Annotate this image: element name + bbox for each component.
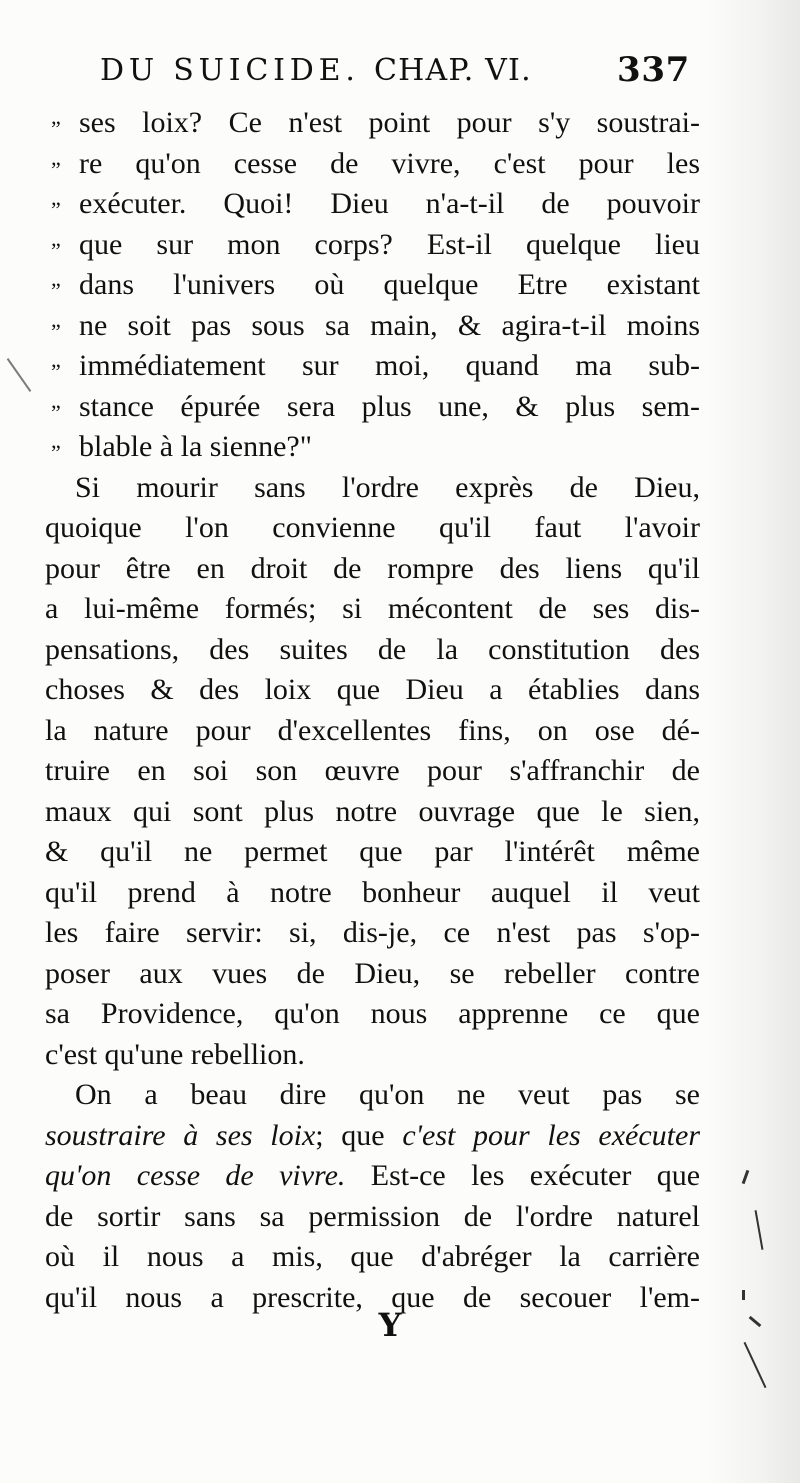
italic-segment: qu'on cesse de vivre. bbox=[45, 1159, 346, 1192]
text-line bbox=[45, 1156, 700, 1197]
running-title-text: DU SUICIDE. bbox=[100, 52, 360, 88]
text-line bbox=[45, 1075, 700, 1116]
margin-marks bbox=[740, 1170, 780, 1400]
text-line: „ ses loix? Ce n'est point pour s'y soustrai- bbox=[45, 103, 700, 144]
page-number: 337 bbox=[616, 50, 690, 90]
text-line: „ immédiatement sur moi, quand ma sub- bbox=[45, 346, 700, 387]
text-line: qu'il prend à notre bonheur auquel il veut bbox=[45, 875, 700, 909]
running-header bbox=[100, 40, 690, 100]
text-line: qu'il nous a prescrite, que de secouer l'em- bbox=[45, 1280, 700, 1314]
margin-mark bbox=[7, 358, 32, 392]
text-line: sa Providence, qu'on nous apprenne ce que bbox=[45, 997, 700, 1030]
text-line: poser aux vues de Dieu, se rebeller contre bbox=[45, 956, 700, 990]
text-line: pour être en droit de rompre des liens qu'il bbox=[45, 551, 700, 585]
text-segment: ; que bbox=[315, 1118, 385, 1152]
text-line: pensations, des suites de la constitution des bbox=[45, 632, 700, 666]
text-line: „ re qu'on cesse de vivre, c'est pour les bbox=[45, 144, 700, 185]
running-title bbox=[100, 53, 532, 88]
text-line: de sortir sans sa permission de l'ordre naturel bbox=[45, 1199, 700, 1233]
italic-segment: c'est pour les exécuter bbox=[402, 1118, 700, 1152]
text-line: „ ne soit pas sous sa main, & agira-t-il moins bbox=[45, 306, 700, 347]
text-line: truire en soi son œuvre pour s'affranchir de bbox=[45, 754, 700, 787]
text-line: „ blable à la sienne?" bbox=[45, 427, 700, 468]
text-line: „ que sur mon corps? Est-il quelque lieu bbox=[45, 225, 700, 266]
catchword: Y bbox=[378, 1306, 402, 1344]
text-line: Si mourir sans l'ordre exprès de Dieu, bbox=[75, 470, 700, 504]
text-segment: Est-ce les exécuter que bbox=[370, 1159, 700, 1192]
chapter-label: CHAP. VI. bbox=[374, 52, 532, 88]
text-segment: On a beau dire qu'on ne veut pas se bbox=[75, 1078, 700, 1111]
text-line: quoique l'on convienne qu'il faut l'avoir bbox=[45, 511, 700, 544]
italic-segment: soustraire à ses loix bbox=[45, 1118, 316, 1152]
text-line: „ exécuter. Quoi! Dieu n'a-t-il de pouvoir bbox=[45, 184, 700, 225]
body-text bbox=[45, 103, 700, 1318]
text-line: les faire servir: si, dis-je, ce n'est pas s'op- bbox=[45, 916, 700, 949]
text-line: la nature pour d'excellentes fins, on ose dé- bbox=[45, 713, 700, 747]
text-line: „ dans l'univers où quelque Etre existant bbox=[45, 265, 700, 306]
text-line: où il nous a mis, que d'abréger la carrière bbox=[45, 1240, 700, 1273]
text-line: & qu'il ne permet que par l'intérêt même bbox=[45, 835, 700, 868]
text-line: „ stance épurée sera plus une, & plus sem- bbox=[45, 387, 700, 428]
text-line: maux qui sont plus notre ouvrage que le sien, bbox=[45, 794, 700, 828]
text-line bbox=[45, 1116, 700, 1157]
text-line: c'est qu'une rebellion. bbox=[45, 1037, 305, 1071]
text-line: choses & des loix que Dieu a établies dans bbox=[45, 673, 700, 706]
text-line: a lui-même formés; si mécontent de ses dis- bbox=[45, 592, 700, 625]
